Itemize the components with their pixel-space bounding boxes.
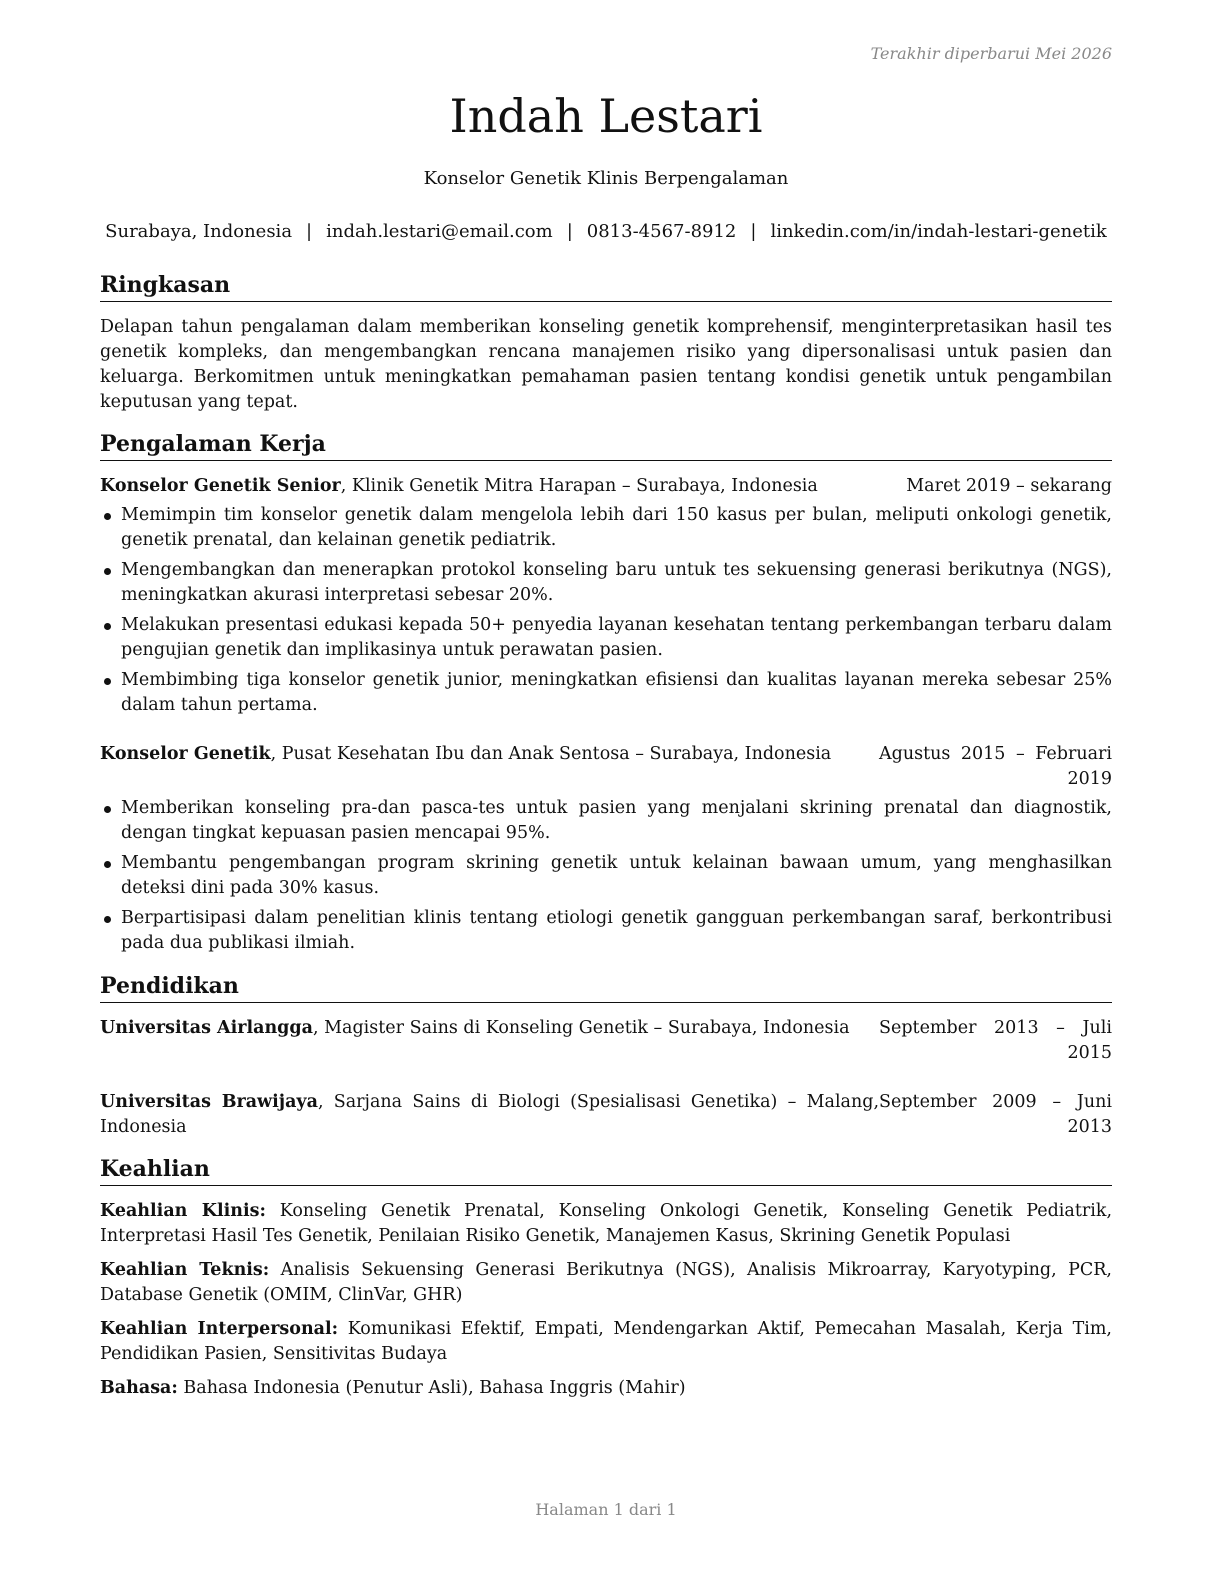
skill-label: Keahlian Interpersonal: (100, 1319, 339, 1339)
skill-row (100, 1258, 1112, 1308)
last-updated: Terakhir diperbarui Mei 2026 (870, 44, 1112, 63)
contact-phone: 0813-4567-8912 (586, 221, 737, 242)
list-item: Melakukan presentasi edukasi kepada 50+ penyedia layanan kesehatan tentang perkembangan terbaru dalam pengujian genetik dan implikasinya untuk perawatan pasien. (100, 613, 1112, 663)
section-heading-skills: Keahlian (100, 1155, 1112, 1186)
contact-line (80, 219, 1132, 245)
list-item: Memberikan konseling pra-dan pasca-tes untuk pasien yang menjalani skrining prenatal dan diagnostik, dengan tingkat kepuasan pasien mencapai 95%. (100, 796, 1112, 846)
education-school: Universitas Airlangga (100, 1018, 313, 1038)
skill-label: Bahasa: (100, 1378, 178, 1398)
job-bullets (100, 503, 1112, 718)
job-bullets (100, 796, 1112, 956)
job-header (100, 474, 1112, 499)
education-title-line (100, 1016, 879, 1041)
list-item: Berpartisipasi dalam penelitian klinis tentang etiologi genetik gangguan perkembangan saraf, berkontribusi pada dua publikasi ilmiah. (100, 906, 1112, 956)
education-dates: September 2009 – Juni 2013 (879, 1092, 1112, 1137)
education-detail: , Magister Sains di Konseling Genetik – Surabaya, Indonesia (313, 1018, 850, 1038)
job-dates: Maret 2019 – sekarang (906, 476, 1112, 496)
job-header (100, 742, 1112, 792)
contact-location: Surabaya, Indonesia (105, 221, 293, 242)
section-heading-experience: Pengalaman Kerja (100, 430, 1112, 461)
education-detail: , Sarjana Sains di Biologi (Spesialisasi Genetika) – Malang, Indonesia (100, 1092, 880, 1137)
skill-text: Analisis Sekuensing Generasi Berikutnya (NGS), Analisis Mikroarray, Karyotyping, PCR, Database Genetik (OMIM, ClinVar, GHR) (100, 1260, 1112, 1305)
section-heading-education: Pendidikan (100, 972, 1112, 1003)
skill-row (100, 1317, 1112, 1367)
list-item: Memimpin tim konselor genetik dalam mengelola lebih dari 150 kasus per bulan, meliputi onkologi genetik, genetik prenatal, dan kelainan genetik pediatrik. (100, 503, 1112, 553)
list-item: Membantu pengembangan program skrining genetik untuk kelainan bawaan umum, yang menghasilkan deteksi dini pada 30% kasus. (100, 851, 1112, 901)
education-row (100, 1016, 1112, 1066)
skill-row (100, 1376, 1112, 1401)
page-number: Halaman 1 dari 1 (535, 1500, 677, 1519)
job-role: Konselor Genetik Senior (100, 476, 341, 496)
skill-text: Konseling Genetik Prenatal, Konseling Onkologi Genetik, Konseling Genetik Pediatrik, Interpretasi Hasil Tes Genetik, Penilaian Risiko Genetik, Manajemen Kasus, Skrining Genetik Populasi (100, 1201, 1113, 1246)
candidate-title: Konselor Genetik Klinis Berpengalaman (423, 168, 789, 189)
contact-separator: | (750, 221, 757, 242)
education-row (100, 1090, 1112, 1140)
job-title-line (100, 474, 906, 499)
skill-text: Bahasa Indonesia (Penutur Asli), Bahasa Inggris (Mahir) (177, 1378, 686, 1398)
job-entry (100, 742, 1112, 961)
candidate-name: Indah Lestari (449, 89, 763, 143)
skills-list (100, 1199, 1112, 1410)
job-dates: Agustus 2015 – Februari 2019 (879, 744, 1112, 789)
education-entry (100, 1090, 1112, 1140)
skill-label: Keahlian Klinis: (100, 1201, 266, 1221)
contact-linkedin: linkedin.com/in/indah-lestari-genetik (770, 221, 1107, 242)
contact-separator: | (566, 221, 573, 242)
skill-label: Keahlian Teknis: (100, 1260, 270, 1280)
skill-row (100, 1199, 1112, 1249)
summary-text: Delapan tahun pengalaman dalam memberikan konseling genetik komprehensif, menginterpretasikan hasil tes genetik kompleks, dan mengembangkan rencana manajemen risiko yang dipersonalisasi untuk pasien dan keluarga. Berkomitmen untuk meningkatkan pemahaman pasien tentang kondisi genetik untuk pengambilan keputusan yang tepat. (100, 317, 1112, 412)
job-org: , Pusat Kesehatan Ibu dan Anak Sentosa – Surabaya, Indonesia (270, 744, 832, 764)
list-item: Membimbing tiga konselor genetik junior, meningkatkan efisiensi dan kualitas layanan mereka sebesar 25% dalam tahun pertama. (100, 668, 1112, 718)
resume-page (100, 0, 1112, 1584)
education-school: Universitas Brawijaya (100, 1092, 318, 1112)
job-role: Konselor Genetik (100, 744, 271, 764)
list-item: Mengembangkan dan menerapkan protokol konseling baru untuk tes sekuensing generasi berikutnya (NGS), meningkatkan akurasi interpretasi sebesar 20%. (100, 558, 1112, 608)
contact-separator: | (306, 221, 313, 242)
education-dates: September 2013 – Juli 2015 (879, 1018, 1112, 1063)
section-heading-summary: Ringkasan (100, 271, 1112, 302)
job-entry (100, 474, 1112, 723)
skill-text: Komunikasi Efektif, Empati, Mendengarkan Aktif, Pemecahan Masalah, Kerja Tim, Pendidikan Pasien, Sensitivitas Budaya (100, 1319, 1112, 1364)
contact-email: indah.lestari@email.com (326, 221, 553, 242)
education-title-line (100, 1090, 879, 1140)
job-title-line (100, 742, 879, 767)
job-org: , Klinik Genetik Mitra Harapan – Surabaya, Indonesia (340, 476, 818, 496)
education-entry (100, 1016, 1112, 1066)
